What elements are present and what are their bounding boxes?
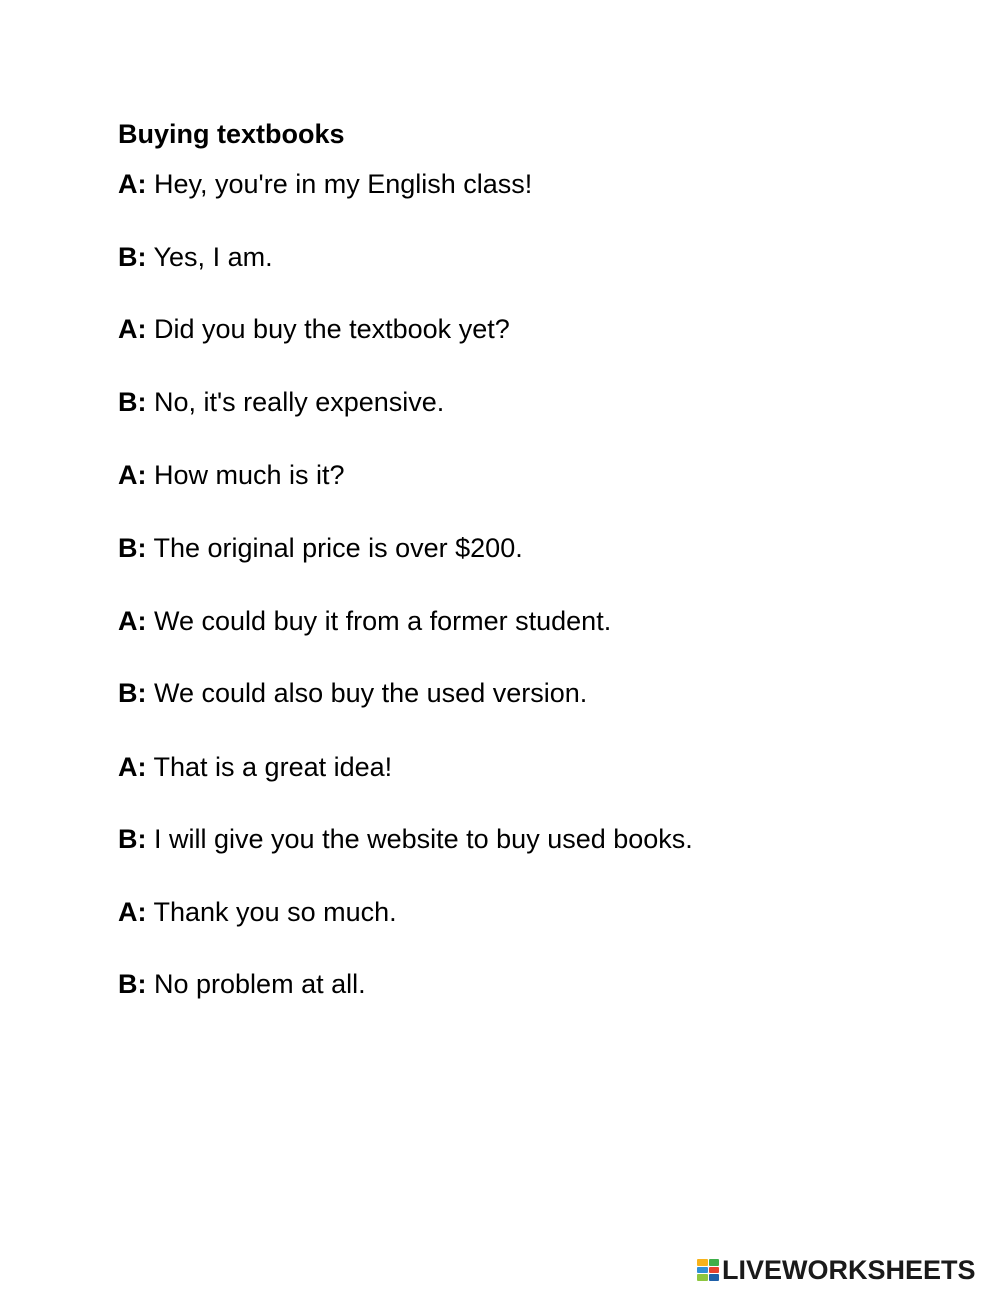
speaker-label: B: xyxy=(118,242,147,272)
speaker-label: B: xyxy=(118,678,147,708)
logo-mark-block xyxy=(709,1274,720,1281)
dialogue-text: We could also buy the used version. xyxy=(146,678,588,708)
dialogue-line xyxy=(118,895,397,929)
dialogue-line xyxy=(118,385,444,419)
logo-mark-block xyxy=(697,1259,708,1266)
dialogue-text: Hey, you're in my English class! xyxy=(146,169,533,199)
speaker-label: A: xyxy=(118,460,147,490)
dialogue-line xyxy=(118,458,345,492)
speaker-label: B: xyxy=(118,824,147,854)
dialogue-line xyxy=(118,604,611,638)
dialogue-text: The original price is over $200. xyxy=(146,533,523,563)
dialogue-text: No, it's really expensive. xyxy=(146,387,445,417)
dialogue-text: No problem at all. xyxy=(146,969,366,999)
dialogue-text: I will give you the website to buy used books. xyxy=(146,824,693,854)
dialogue-line xyxy=(118,676,587,710)
dialogue-line xyxy=(118,967,366,1001)
speaker-label: B: xyxy=(118,969,147,999)
dialogue-text: We could buy it from a former student. xyxy=(146,606,612,636)
logo-mark-block xyxy=(709,1259,720,1266)
speaker-label: A: xyxy=(118,897,147,927)
dialogue-line xyxy=(118,750,392,784)
page-title: Buying textbooks xyxy=(118,119,345,149)
liveworksheets-watermark[interactable] xyxy=(697,1256,976,1284)
dialogue-line xyxy=(118,312,510,346)
dialogue-text: Thank you so much. xyxy=(146,897,397,927)
logo-mark-block xyxy=(709,1267,720,1274)
dialogue-line xyxy=(118,240,273,274)
liveworksheets-logo-icon xyxy=(697,1259,719,1281)
dialogue-text: How much is it? xyxy=(146,460,345,490)
dialogue-line xyxy=(118,167,532,201)
speaker-label: A: xyxy=(118,314,147,344)
speaker-label: A: xyxy=(118,169,147,199)
speaker-label: B: xyxy=(118,387,147,417)
dialogue-line xyxy=(118,531,523,565)
speaker-label: A: xyxy=(118,752,147,782)
watermark-label: LIVEWORKSHEETS xyxy=(722,1255,976,1285)
speaker-label: B: xyxy=(118,533,147,563)
logo-mark-block xyxy=(697,1267,708,1274)
logo-mark-block xyxy=(697,1274,708,1281)
dialogue-text: Yes, I am. xyxy=(146,242,273,272)
dialogue-text: Did you buy the textbook yet? xyxy=(146,314,510,344)
dialogue-line xyxy=(118,822,693,856)
dialogue-text: That is a great idea! xyxy=(146,752,393,782)
speaker-label: A: xyxy=(118,606,147,636)
